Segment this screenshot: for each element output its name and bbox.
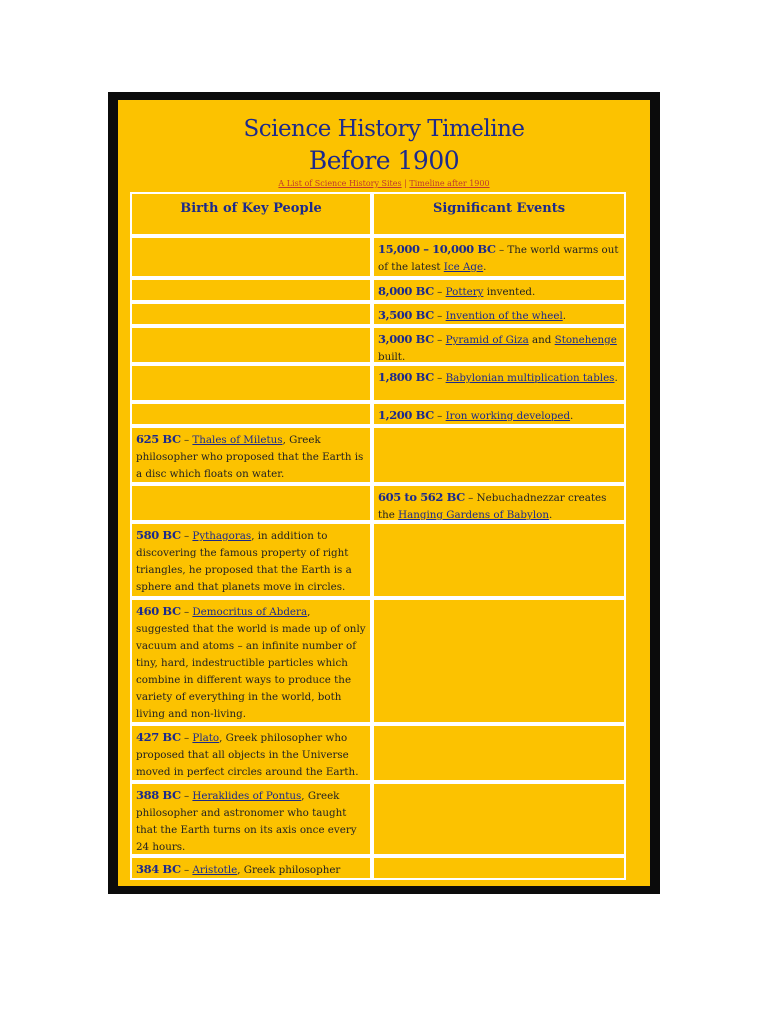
event-text: – bbox=[180, 606, 193, 618]
event-year: 605 to 562 BC bbox=[378, 490, 465, 504]
table-row bbox=[132, 726, 624, 780]
event-link[interactable]: Iron working developed bbox=[445, 410, 571, 422]
event-text: – bbox=[180, 530, 193, 542]
event-link[interactable]: Stonehenge bbox=[554, 334, 617, 346]
event-text: . bbox=[562, 310, 567, 322]
event-text: – bbox=[180, 732, 193, 744]
table-row bbox=[132, 486, 624, 520]
event-year: 3,000 BC bbox=[378, 332, 434, 346]
event-cell bbox=[374, 600, 624, 722]
event-cell bbox=[374, 238, 624, 276]
event-text: . bbox=[614, 372, 618, 384]
document-frame bbox=[108, 92, 660, 894]
event-text: and bbox=[528, 334, 555, 346]
event-link[interactable]: Pythagoras bbox=[192, 530, 252, 542]
event-year: 580 BC bbox=[136, 528, 181, 542]
event-text: – bbox=[433, 372, 446, 384]
event-link[interactable]: Hanging Gardens of Babylon bbox=[398, 509, 549, 521]
table-row bbox=[132, 428, 624, 482]
people-cell bbox=[132, 280, 370, 300]
nav-links bbox=[118, 178, 650, 190]
header-significant-events: Significant Events bbox=[374, 194, 624, 234]
event-cell bbox=[374, 280, 624, 300]
link-science-history-sites[interactable]: A List of Science History Sites bbox=[278, 179, 402, 188]
event-text: , Greek philosopher who proposed that the Earth is a disc which floats on water. bbox=[136, 434, 364, 480]
table-row bbox=[132, 238, 624, 276]
people-cell bbox=[132, 238, 370, 276]
event-year: 460 BC bbox=[136, 604, 181, 618]
event-year: 625 BC bbox=[136, 432, 181, 446]
event-text: – bbox=[180, 790, 193, 802]
event-cell bbox=[374, 858, 624, 878]
table-row bbox=[132, 404, 624, 424]
event-text: , Greek philosopher who proposed that all objects in the Universe moved in perfect circles around the Earth. bbox=[136, 732, 359, 778]
event-text: , in addition to discovering the famous property of right triangles, he proposed that the Earth is a sphere and that planets move in circles. bbox=[136, 530, 352, 593]
people-cell bbox=[132, 304, 370, 324]
event-year: 1,800 BC bbox=[378, 370, 434, 384]
event-text: . bbox=[483, 261, 487, 273]
event-year: 388 BC bbox=[136, 788, 181, 802]
page-subtitle: Before 1900 bbox=[308, 146, 460, 175]
event-year: 427 BC bbox=[136, 730, 181, 744]
event-link[interactable]: Heraklides of Pontus bbox=[192, 790, 302, 802]
event-link[interactable]: Democritus of Abdera bbox=[192, 606, 308, 618]
event-link[interactable]: Ice Age bbox=[443, 261, 484, 273]
header-birth-of-key-people: Birth of Key People bbox=[132, 194, 370, 234]
event-text: – bbox=[180, 864, 193, 876]
event-cell bbox=[374, 524, 624, 596]
event-year: 3,500 BC bbox=[378, 308, 434, 322]
people-cell bbox=[132, 858, 370, 878]
people-cell bbox=[132, 428, 370, 482]
event-text: – bbox=[433, 310, 446, 322]
link-separator: | bbox=[401, 179, 410, 188]
table-row bbox=[132, 784, 624, 854]
event-cell bbox=[374, 486, 624, 520]
event-link[interactable]: Pyramid of Giza bbox=[445, 334, 529, 346]
event-cell bbox=[374, 428, 624, 482]
event-text: – The world warms out of the latest bbox=[378, 244, 619, 273]
table-row bbox=[132, 328, 624, 362]
event-text: . bbox=[548, 509, 553, 521]
people-cell bbox=[132, 600, 370, 722]
event-text: invented. bbox=[483, 286, 536, 298]
event-year: 15,000 – 10,000 BC bbox=[378, 242, 496, 256]
event-text: , Greek philosopher bbox=[237, 864, 341, 876]
event-text: , Greek philosopher and astronomer who taught that the Earth turns on its axis once every 24 hours. bbox=[136, 790, 357, 853]
event-link[interactable]: Thales of Miletus bbox=[192, 434, 283, 446]
event-link[interactable]: Aristotle bbox=[192, 864, 238, 876]
table-header-row bbox=[132, 194, 624, 234]
event-year: 384 BC bbox=[136, 862, 181, 876]
event-link[interactable]: Pottery bbox=[445, 286, 484, 298]
people-cell bbox=[132, 486, 370, 520]
event-text: – bbox=[433, 334, 446, 346]
table-row bbox=[132, 366, 624, 400]
event-text: – Nebuchadnezzar creates the bbox=[378, 492, 607, 521]
table-row bbox=[132, 304, 624, 324]
table-row bbox=[132, 280, 624, 300]
people-cell bbox=[132, 328, 370, 362]
event-text: – bbox=[433, 286, 446, 298]
event-text: – bbox=[180, 434, 193, 446]
event-cell bbox=[374, 328, 624, 362]
page-title: Science History Timeline bbox=[243, 116, 525, 142]
people-cell bbox=[132, 366, 370, 400]
table-row bbox=[132, 524, 624, 596]
event-year: 8,000 BC bbox=[378, 284, 434, 298]
event-link[interactable]: Babylonian multiplication tables bbox=[445, 372, 615, 384]
event-cell bbox=[374, 404, 624, 424]
event-link[interactable]: Invention of the wheel bbox=[445, 310, 563, 322]
table-row bbox=[132, 600, 624, 722]
people-cell bbox=[132, 784, 370, 854]
event-cell bbox=[374, 726, 624, 780]
event-year: 1,200 BC bbox=[378, 408, 434, 422]
timeline-table bbox=[130, 192, 626, 880]
event-text: , suggested that the world is made up of only vacuum and atoms – an infinite number of tiny, hard, indestructible particles which combine in different ways to produce the variety of everything in the world, both living and non-living. bbox=[136, 606, 366, 720]
event-cell bbox=[374, 784, 624, 854]
event-text: . bbox=[570, 410, 574, 422]
people-cell bbox=[132, 524, 370, 596]
document-panel bbox=[118, 100, 650, 886]
link-timeline-after-1900[interactable]: Timeline after 1900 bbox=[409, 179, 490, 188]
event-text: built. bbox=[378, 351, 406, 363]
event-text: – bbox=[433, 410, 446, 422]
people-cell bbox=[132, 726, 370, 780]
event-cell bbox=[374, 366, 624, 400]
table-row bbox=[132, 858, 624, 878]
event-link[interactable]: Plato bbox=[192, 732, 220, 744]
people-cell bbox=[132, 404, 370, 424]
event-cell bbox=[374, 304, 624, 324]
